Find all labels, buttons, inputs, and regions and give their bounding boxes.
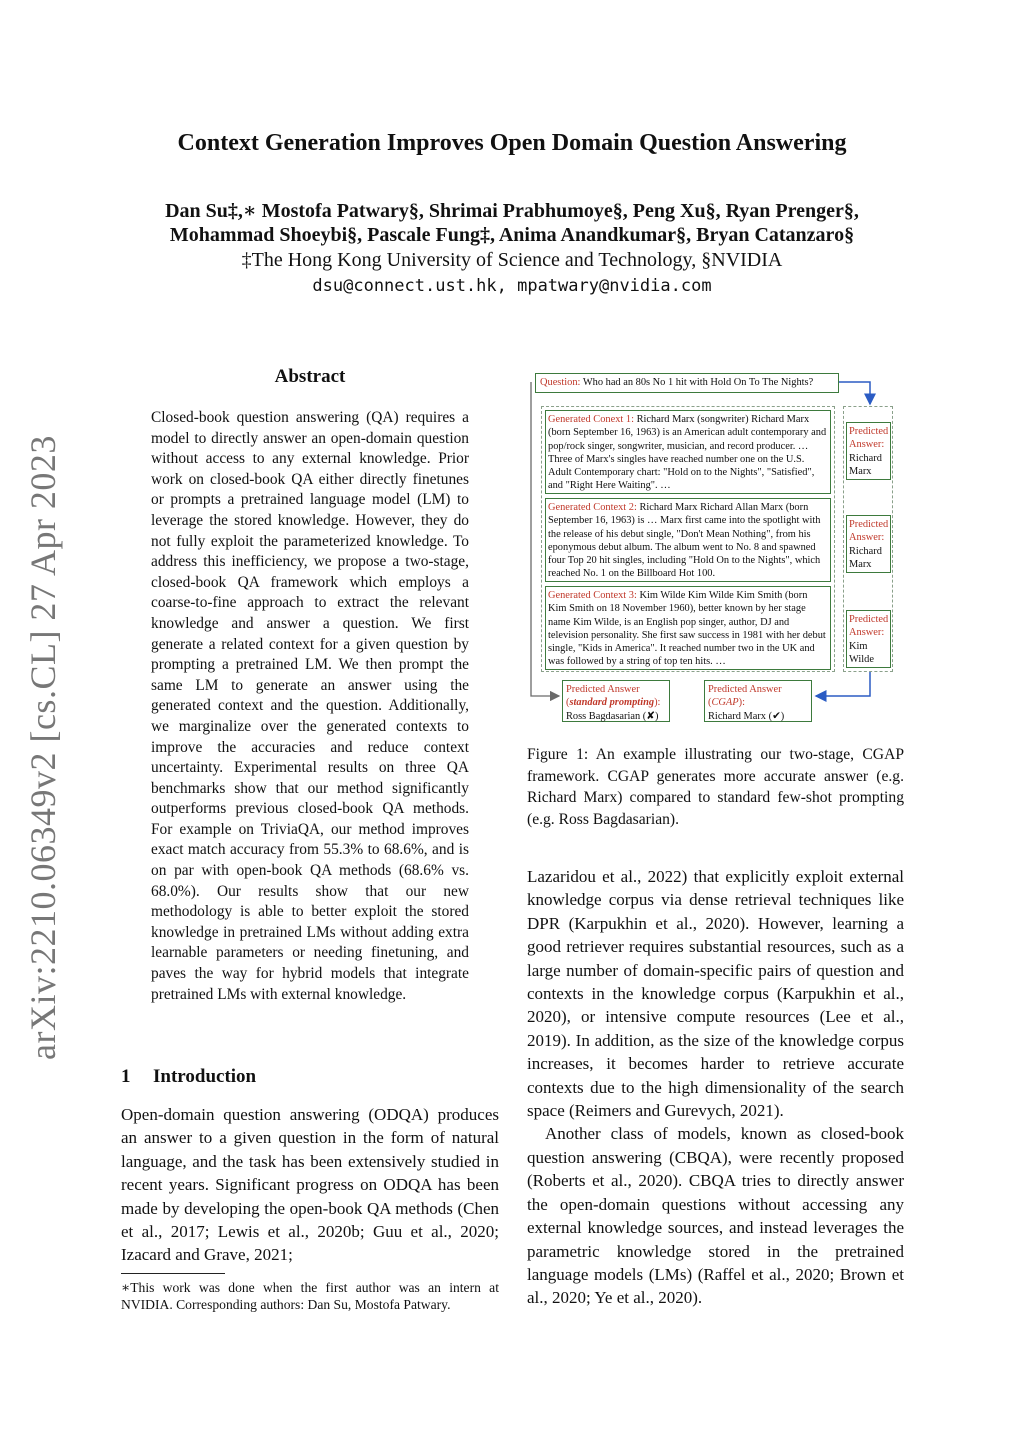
cgap-answer-box: Predicted Answer (CGAP): Richard Marx (✔) xyxy=(704,680,812,722)
standard-answer: Ross Bagdasarian xyxy=(566,710,641,722)
prediction-2-answer: Richard Marx xyxy=(849,545,882,570)
standard-method: standard prompting xyxy=(569,697,655,709)
affiliation: ‡The Hong Kong University of Science and Technology, §NVIDIA xyxy=(241,249,783,271)
check-icon: ✔ xyxy=(772,710,781,722)
section-heading-introduction xyxy=(121,1066,256,1088)
context-3-text: Kim Wilde Kim Wilde Kim Smith (born Kim Smith on 18 November 1960), better known by her stage name Kim Wilde, is an English pop singer, author, DJ and television personality. She first saw success in 1981 with her debut single, "Kids in America". It reached number two in the UK and was followed by a string of top ten hits. … xyxy=(548,590,826,668)
cgap-label: Predicted Answer xyxy=(708,684,782,695)
standard-prompting-answer-box: Predicted Answer (standard prompting): Ross Bagdasarian (✘) xyxy=(562,680,670,722)
authors-line-2: Mohammad Shoeybi§, Pascale Fung‡, Anima Anandkumar§, Bryan Catanzaro§ xyxy=(169,224,855,246)
right-column-body xyxy=(527,865,904,1310)
prediction-2-label: Predicted Answer: xyxy=(849,519,889,544)
caption-prefix: Figure 1: xyxy=(527,746,589,763)
prediction-1-answer: Richard Marx xyxy=(849,452,882,477)
author-emails: dsu@connect.ust.hk, mpatwary@nvidia.com xyxy=(312,276,712,296)
generated-context-2 xyxy=(545,498,831,582)
prediction-3-answer: Kim Wilde xyxy=(849,640,874,665)
figure-1-caption xyxy=(527,744,904,830)
prediction-1-label: Predicted Answer: xyxy=(849,426,889,451)
context-2-label: Generated Context 2: xyxy=(548,502,637,513)
generated-context-3 xyxy=(545,586,831,670)
context-1-text: Richard Marx (songwriter) Richard Marx (born September 16, 1963) is an American adult contemporary and pop/rock singer, songwriter, musician, and record producer. … Three of Marx's singles have reached number one on the U.S. Adult Contemporary chart: "Hold on to the Nights", "Satisfied", and "Right Here Waiting". … xyxy=(548,414,827,492)
question-label: Question: xyxy=(540,377,581,388)
predicted-answer-1 xyxy=(846,422,891,480)
arxiv-sidebar-stamp: arXiv:2210.06349v2 [cs.CL] 27 Apr 2023 xyxy=(23,435,63,1060)
arrow-predictions-to-cgap xyxy=(816,672,870,696)
question-text: Who had an 80s No 1 hit with Hold On To The Nights? xyxy=(582,377,814,388)
caption-text: An example illustrating our two-stage, CGAP framework. CGAP generates more accurate answer (e.g. Richard Marx) compared to standard few-shot prompting (e.g. Ross Bagdasarian). xyxy=(527,746,905,828)
section-title: Introduction xyxy=(153,1066,257,1087)
cgap-method: CGAP xyxy=(711,697,739,709)
authors-line-1: Dan Su‡,∗ Mostofa Patwary§, Shrimai Prabhumoye§, Peng Xu§, Ryan Prenger§, xyxy=(165,200,859,222)
figure-1 xyxy=(527,368,907,728)
intro-paragraph-1: Open-domain question answering (ODQA) produces an answer to a given question in the form of natural language, and the task has been extensively studied in recent years. Significant progress on ODQA has been made by developing the open-book QA methods (Chen et al., 2017; Lewis et al., 2020b; Guu et al., 2020; Izacard and Grave, 2021; xyxy=(121,1105,499,1265)
paper-title: Context Generation Improves Open Domain Question Answering xyxy=(177,130,847,156)
context-3-label: Generated Context 3: xyxy=(548,590,637,601)
standard-label: Predicted Answer xyxy=(566,684,640,695)
arrow-question-to-predictions xyxy=(839,382,870,404)
intro-paragraph-1-continued: Lazaridou et al., 2022) that explicitly exploit external knowledge corpus via dense retrieval techniques like DPR (Karpukhin et al., 2020). However, learning a good retriever requires substantial resources, such as a large number of domain-specific pairs of question and contexts in the knowledge corpus (Karpukhin et al., 2020), or intensive compute resources (Lee et al., 2019). In addition, as the size of the knowledge corpus increases, it becomes harder to retrieve accurate contexts due to the high dimensionality of the search space (Reimers and Gurevych, 2021). xyxy=(527,867,904,1121)
footnote-divider xyxy=(121,1273,225,1274)
context-2-text: Richard Marx Richard Allan Marx (born September 16, 1963) is … Marx first came into the spotlight with the release of his debut single, "Don't Mean Nothing", from his eponymous debut album. The album went to No. 8 and spawned four Top 20 hit singles, including "Hold On to the Nights", which reached No. 1 on the Billboard Hot 100. xyxy=(548,502,821,580)
generated-context-1 xyxy=(545,410,831,494)
section-number: 1 xyxy=(121,1066,131,1087)
intro-paragraph-2: Another class of models, known as closed-book question answering (CBQA), were recently proposed (Roberts et al., 2020). CBQA tries to directly answer the open-domain questions without accessing any external knowledge sources, and instead leverages the parametric knowledge stored in the pretrained language models (LMs) (Raffel et al., 2020; Brown et al., 2020; Ye et al., 2020). xyxy=(527,1124,904,1308)
footnote: ∗This work was done when the first author was an intern at NVIDIA. Corresponding authors: Dan Su, Mostofa Patwary. xyxy=(121,1280,499,1312)
predicted-answer-3 xyxy=(846,610,891,668)
context-1-label: Generated Conext 1: xyxy=(548,414,634,425)
predicted-answer-2 xyxy=(846,515,891,573)
prediction-3-label: Predicted Answer: xyxy=(849,614,889,639)
abstract-heading: Abstract xyxy=(274,366,346,387)
cgap-answer: Richard Marx xyxy=(708,710,766,722)
figure-question-box xyxy=(535,373,839,393)
abstract-text: Closed-book question answering (QA) requires a model to directly answer an open-domain question without access to any external knowledge. Prior work on closed-book QA either directly finetunes or prompts a pretrained language model (LM) to leverage the stored knowledge. However, they do not fully exploit the parameterized knowledge. To address this inefficiency, we propose a two-stage, closed-book QA framework which employs a coarse-to-fine approach to extract the relevant knowledge and answer a question. We first generate a related context for a given question by prompting a pretrained LM. We then prompt the same LM to generate an answer using the generated context and the question. Additionally, we marginalize over the generated contexts to improve the accuracies and reduce context uncertainty. Experimental results on three QA benchmarks show that our method significantly outperforms previous closed-book QA methods. For example on TriviaQA, our method improves exact match accuracy from 55.3% to 68.6%, and is on par with open-book QA methods (68.6% vs. 68.0%). Our results show that our new methodology is able to better exploit the stored knowledge in pretrained LMs without adding extra learnable parameters or needing finetuning, and paves the way for hybrid models that integrate pretrained LMs with external knowledge. xyxy=(151,409,469,1003)
cross-icon: ✘ xyxy=(646,710,655,722)
